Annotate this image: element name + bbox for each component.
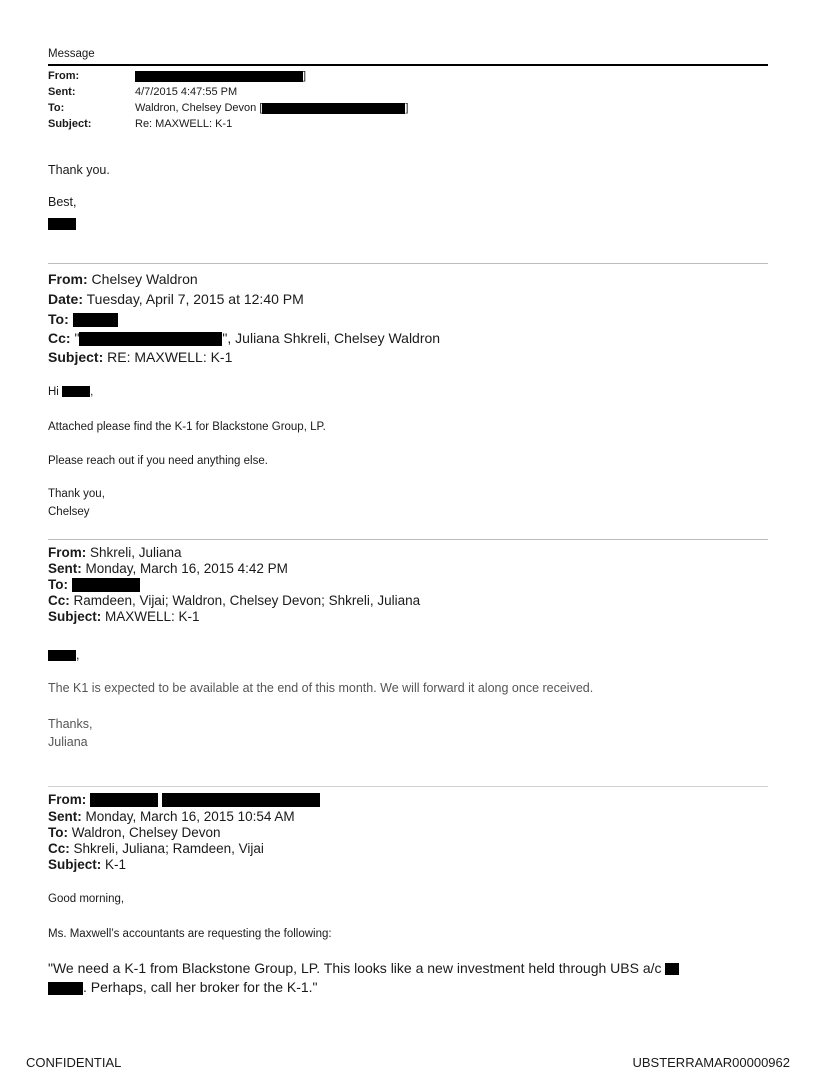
subject-value: K-1	[101, 857, 127, 872]
email3-to	[48, 577, 140, 592]
header-sent-value: 4/7/2015 4:47:55 PM	[135, 86, 238, 98]
from-value: Chelsey Waldron	[87, 271, 198, 287]
redaction	[665, 963, 679, 975]
cc-value: Ramdeen, Vijai; Waldron, Chelsey Devon; Shkreli, Juliana	[69, 593, 421, 608]
greeting-hi: Hi	[48, 386, 63, 398]
email4-to	[48, 825, 221, 840]
to-label: To:	[48, 577, 68, 592]
sent-value: Monday, March 16, 2015 10:54 AM	[81, 809, 295, 824]
header-sent-label: Sent:	[48, 86, 76, 98]
reply-line-1: Thank you.	[48, 163, 110, 177]
cc-label: Cc:	[48, 330, 71, 346]
redaction	[73, 313, 118, 327]
email2-to	[48, 311, 118, 327]
date-value: Tuesday, April 7, 2015 at 12:40 PM	[83, 291, 304, 307]
email4-greeting: Good morning,	[48, 893, 125, 905]
email2-closing-2: Chelsey	[48, 506, 90, 518]
bracket: ]	[303, 70, 307, 82]
redaction	[62, 386, 90, 397]
email4-quote-1	[48, 960, 679, 976]
footer-bates-number: UBSTERRAMAR00000962	[632, 1055, 790, 1070]
redaction	[48, 982, 83, 995]
email4-from	[48, 792, 320, 807]
message-label: Message	[48, 48, 95, 60]
email2-body-2: Please reach out if you need anything else.	[48, 455, 268, 467]
email3-from	[48, 545, 182, 560]
date-label: Date:	[48, 291, 84, 307]
redaction-signature	[48, 218, 76, 230]
email3-closing-2: Juliana	[48, 735, 88, 749]
cc-prefix: "	[70, 330, 80, 346]
email2-closing-1: Thank you,	[48, 488, 105, 500]
email3-body: The K1 is expected to be available at the end of this month. We will forward it along once received.	[48, 681, 594, 695]
redaction	[162, 793, 320, 807]
email2-body-1: Attached please find the K-1 for Blackstone Group, LP.	[48, 421, 326, 433]
email4-subject	[48, 857, 126, 872]
separator	[48, 786, 768, 787]
to-name: Waldron, Chelsey Devon [	[135, 102, 263, 114]
cc-label: Cc:	[48, 593, 70, 608]
header-to-label: To:	[48, 102, 65, 114]
header-from-value	[135, 70, 306, 82]
email3-greeting	[48, 648, 79, 662]
cc-label: Cc:	[48, 841, 70, 856]
redaction	[79, 332, 222, 346]
email2-from	[48, 271, 198, 287]
header-from-label: From:	[48, 70, 80, 82]
footer-confidential: CONFIDENTIAL	[26, 1055, 122, 1070]
email3-closing-1: Thanks,	[48, 717, 93, 731]
email2-date	[48, 291, 304, 307]
comma: ,	[90, 386, 94, 398]
bracket: ]	[405, 102, 409, 114]
redaction	[90, 793, 158, 807]
subject-value: MAXWELL: K-1	[101, 609, 200, 624]
subject-label: Subject:	[48, 349, 104, 365]
header-to-value	[135, 102, 408, 114]
email4-body-1: Ms. Maxwell’s accountants are requesting the following:	[48, 928, 332, 940]
redaction	[48, 650, 76, 661]
to-label: To:	[48, 825, 68, 840]
email4-sent	[48, 809, 295, 824]
to-label: To:	[48, 311, 69, 327]
from-label: From:	[48, 545, 87, 560]
from-label: From:	[48, 792, 87, 807]
subject-label: Subject:	[48, 857, 102, 872]
email3-sent	[48, 561, 288, 576]
reply-line-2: Best,	[48, 195, 77, 209]
header-subject-label: Subject:	[48, 118, 92, 130]
redaction	[262, 103, 405, 114]
sent-value: Monday, March 16, 2015 4:42 PM	[81, 561, 288, 576]
separator	[48, 539, 768, 540]
from-label: From:	[48, 271, 88, 287]
cc-value: Shkreli, Juliana; Ramdeen, Vijai	[69, 841, 264, 856]
header-rule	[48, 64, 768, 66]
quote-text: "We need a K-1 from Blackstone Group, LP. This looks like a new investment held through UBS a/c	[48, 960, 666, 976]
email2-greeting	[48, 386, 93, 398]
quote-text: . Perhaps, call her broker for the K-1."	[83, 979, 318, 995]
redaction	[135, 71, 303, 82]
comma: ,	[76, 648, 80, 662]
email2-subject	[48, 349, 232, 365]
from-value: Shkreli, Juliana	[86, 545, 182, 560]
email4-cc	[48, 841, 264, 856]
redaction	[72, 578, 140, 592]
email4-quote-2	[48, 979, 318, 995]
email2-cc	[48, 330, 440, 346]
subject-label: Subject:	[48, 609, 102, 624]
cc-value: ", Juliana Shkreli, Chelsey Waldron	[222, 330, 441, 346]
email3-subject	[48, 609, 200, 624]
subject-value: RE: MAXWELL: K-1	[103, 349, 233, 365]
header-subject-value: Re: MAXWELL: K-1	[135, 118, 233, 130]
sent-label: Sent:	[48, 561, 82, 576]
sent-label: Sent:	[48, 809, 82, 824]
separator	[48, 263, 768, 264]
email3-cc	[48, 593, 420, 608]
to-value: Waldron, Chelsey Devon	[68, 825, 221, 840]
